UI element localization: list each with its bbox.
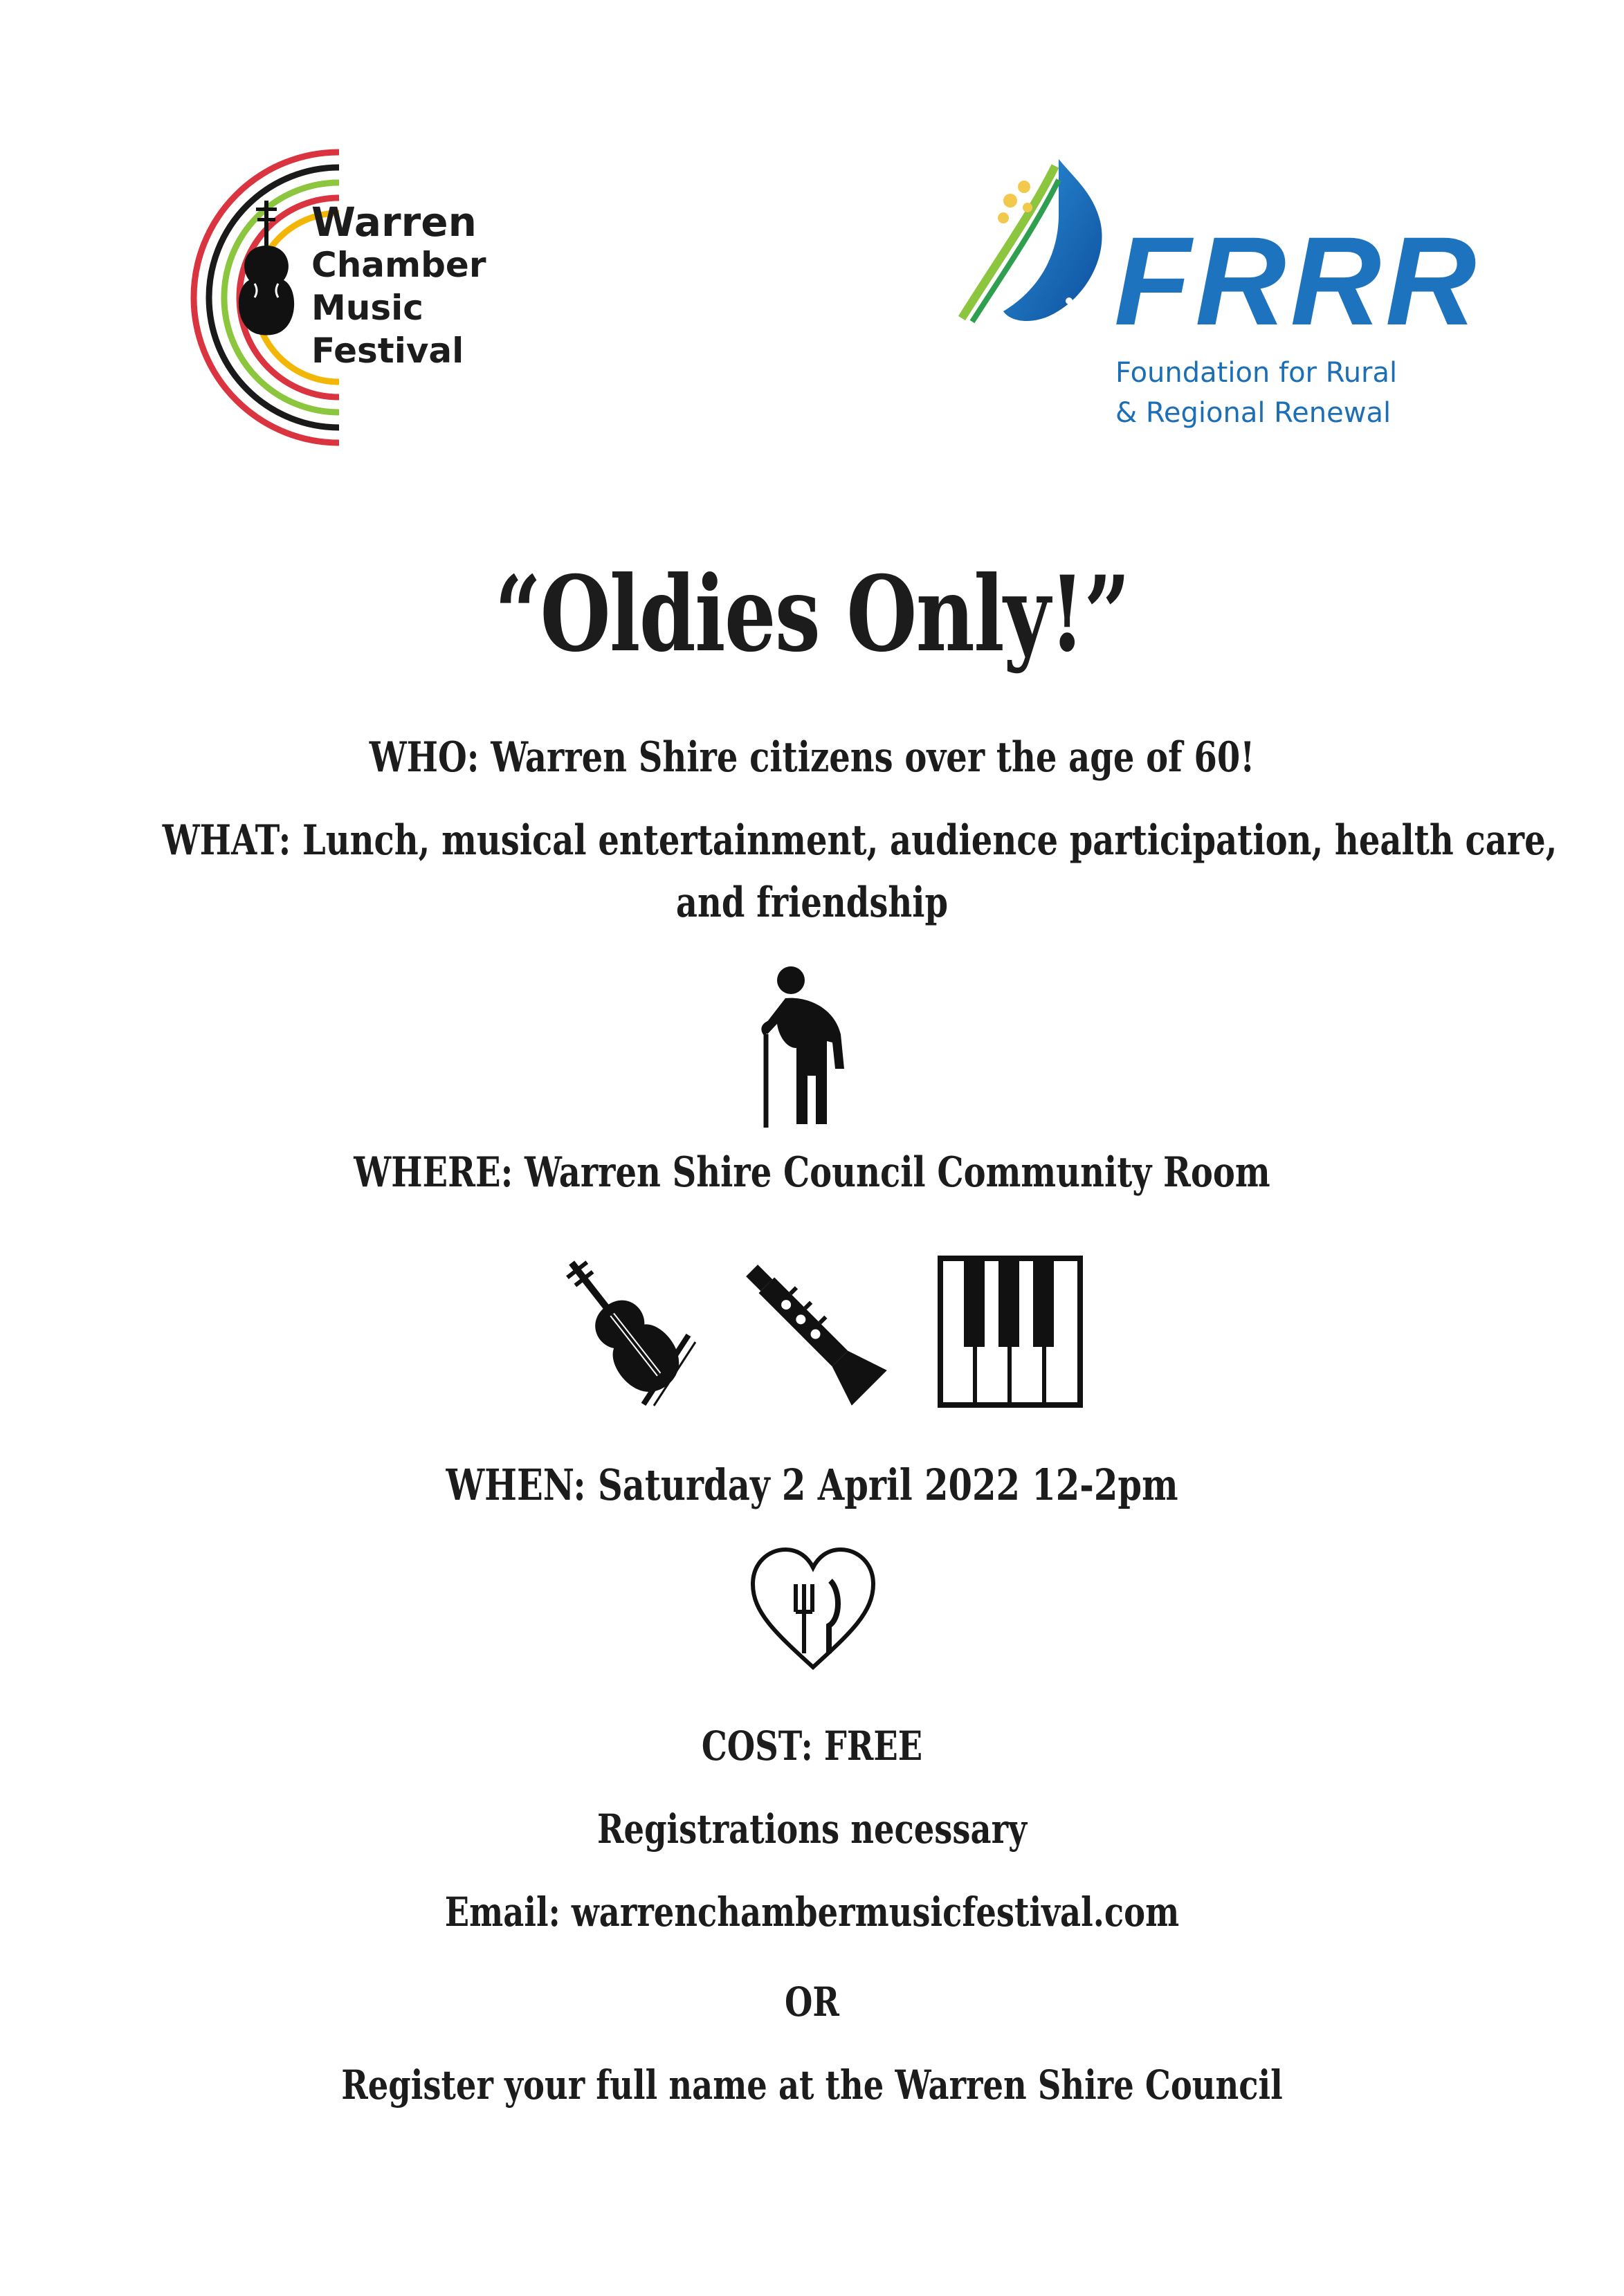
cost-line: COST: FREE (701, 1723, 923, 1770)
or-line: OR (785, 1978, 839, 2026)
wcmf-line-warren: Warren (311, 199, 477, 246)
australia-map-icon (955, 152, 1121, 332)
frrr-wordmark: FRRR (1114, 210, 1481, 351)
what-line-2: and friendship (675, 879, 949, 927)
warren-chamber-music-festival-logo (111, 125, 498, 470)
violin-icon (540, 1245, 706, 1411)
wcmf-wordmark (311, 201, 486, 372)
clarinet-icon (730, 1245, 896, 1418)
frrr-subtitle-line1: Foundation for Rural (1115, 357, 1398, 389)
wcmf-line-festival: Festival (311, 331, 464, 371)
where-line: WHERE: Warren Shire Council Community Room (354, 1148, 1270, 1197)
frrr-subtitle-line2: & Regional Renewal (1115, 397, 1392, 429)
registration-line: Registrations necessary (597, 1806, 1027, 1853)
what-line-1: WHAT: Lunch, musical entertainment, audience participation, health care, (162, 816, 1558, 865)
heart-cutlery-icon (747, 1543, 879, 1674)
wcmf-line-music: Music (311, 288, 423, 328)
frrr-logo (955, 145, 1481, 450)
frrr-subtitle (1115, 353, 1397, 433)
violin-logo-icon (239, 201, 294, 336)
wcmf-line-chamber: Chamber (311, 245, 486, 285)
flyer-title: “Oldies Only!” (494, 553, 1130, 675)
elderly-person-icon (758, 965, 868, 1131)
who-line: WHO: Warren Shire citizens over the age of 60! (369, 733, 1255, 782)
email-line: Email: warrenchambermusicfestival.com (444, 1889, 1180, 1936)
piano-keys-icon (938, 1256, 1083, 1408)
register-alt-line: Register your full name at the Warren Shire Council (341, 2061, 1283, 2109)
when-line: WHEN: Saturday 2 April 2022 12-2pm (446, 1460, 1178, 1510)
